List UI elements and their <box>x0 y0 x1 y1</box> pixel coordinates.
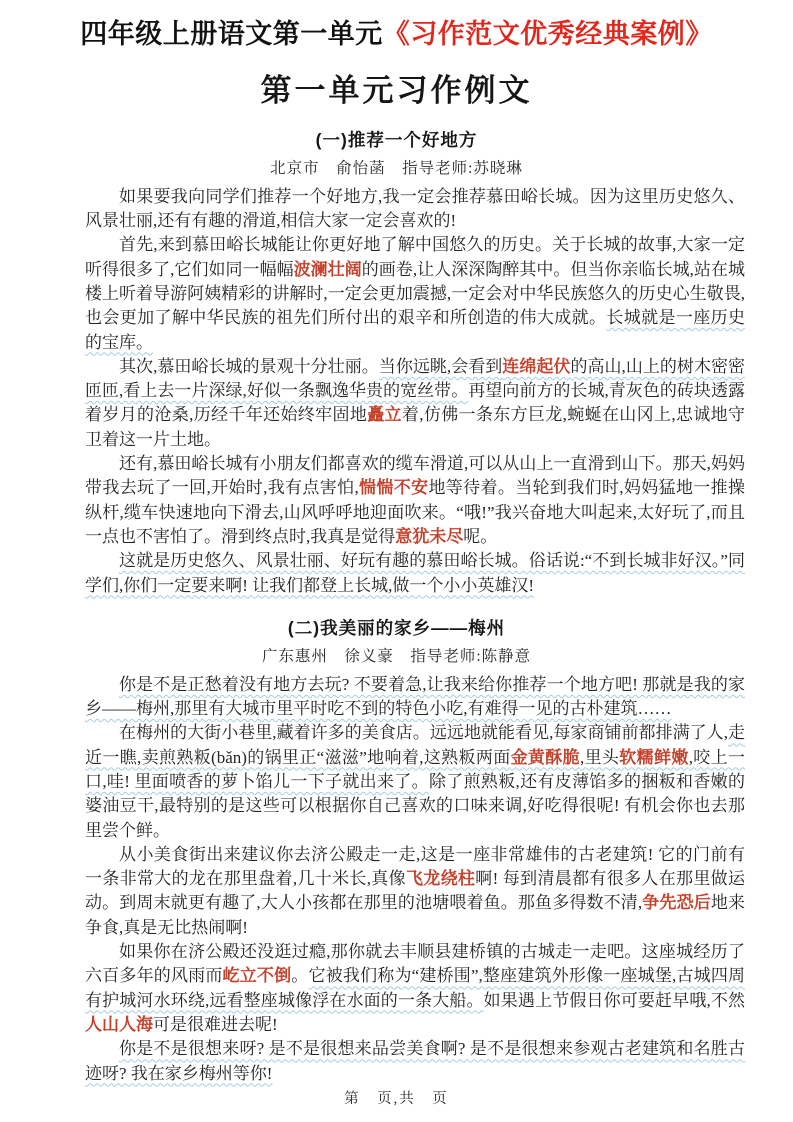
paragraph <box>85 549 745 598</box>
paragraph <box>85 355 745 452</box>
text-run: 你是不是很想来呀? 是不是很想来品尝美食啊? 是不是很想来参观古老建筑和名胜古迹呀? 我在家乡梅州等你! <box>85 1039 745 1083</box>
text-run: 呢。 <box>463 526 498 546</box>
highlighted-phrase: 屹立不倒 <box>222 966 292 986</box>
text-run: 它被我们称为“建桥围”,整座建筑外形像一座城堡,古城四周有护城河水环绕,远看整座城像浮在水面的一条大船。 <box>85 966 746 1010</box>
page-footer: 第 页,共 页 <box>344 1091 449 1107</box>
text-run: 除了煎熟粄,还有皮薄馅多的捆粄和香嫩的婆油豆干,最特别的是这些可以根据你自己喜欢的口味来调,好吃得很呢! 有机会你也去那里尝个鲜。 <box>85 771 745 840</box>
text-run: 你是不是正愁着没有地方去玩? 不要着急,让我来给你推荐一个地方吧! 那就是我的家乡——梅州,那里有大城市里平时吃不到的特色小吃,有难得一见的古朴建筑…… <box>85 674 745 719</box>
highlighted-phrase: 惴惴不安 <box>358 478 429 498</box>
highlighted-phrase: 争先恐后 <box>642 893 711 913</box>
paragraph <box>85 673 745 722</box>
paragraph <box>85 1037 745 1086</box>
highlighted-phrase: 波澜壮阔 <box>293 259 362 279</box>
text-run: 首先,来到慕田峪长城能让你更好地了解中国悠久的历史。关于长城的故事,大家一定听得很多了,它们如同一幅幅 <box>85 235 745 279</box>
essay-byline: 广东惠州 徐义豪 指导老师:陈静意 <box>261 647 532 665</box>
text-run: 如果要我向同学们推荐一个好地方,我一定会推荐慕田峪长城。因为这里历史悠久、风景壮丽,还有有趣的滑道,相信大家一定会喜欢的! <box>85 186 745 231</box>
paragraph <box>85 452 745 549</box>
document-title: 第一单元习作例文 <box>260 72 533 108</box>
text-run: 着,仿佛一条东方巨龙,蜿蜒在山冈上,忠诚地守卫着这一片土地。 <box>85 405 746 449</box>
text-run: 可是很难进去呢! <box>153 1014 278 1034</box>
text-run: 在梅州的大街小巷里,藏着许多的美食店。远远地就能看见,每家商铺前都排满了人, <box>119 723 728 743</box>
highlighted-phrase: 矗立 <box>367 405 402 425</box>
paragraph <box>85 185 745 234</box>
text-run: 这就是历史悠久、风景壮丽、好玩有趣的慕田峪长城。俗话说:“不到长城非好汉。”同学们,你们一定要来啊! 让我们都登上长城,做一个小小英雄汉! <box>85 551 745 595</box>
essays-container <box>0 127 793 1086</box>
text-run: 其次,慕田峪长城的景观十分壮丽。 <box>119 356 379 376</box>
text-run: 从小美食街出来建议你去济公殿走一走,这是一座非常雄伟的古老建筑! 它的门前有一条非常大的龙在那里盘着,几十米长,真像 <box>85 844 745 889</box>
essay-content <box>85 673 745 1086</box>
text-run: 再望向前方的长城,青灰色的砖块透露着岁月的沧桑,历经千年还始终牢固地 <box>85 381 745 425</box>
highlighted-phrase: 人山人海 <box>85 1014 153 1034</box>
essay-byline: 北京市 俞怡菡 指导老师:苏晓琳 <box>270 159 523 177</box>
text-run: 地来争食,真是无比热闹啊! <box>85 893 746 937</box>
paragraph <box>85 721 745 842</box>
text-run: 当你远眺,会看到 <box>378 356 503 376</box>
paragraph <box>85 843 745 940</box>
header-title-red: 《习作范文优秀经典案例》 <box>382 19 713 49</box>
highlighted-phrase: 飞龙绕柱 <box>405 869 476 889</box>
text-run: 的高山,山上的树木密密匝匝,看上去一片深绿,好似一条飘逸华贵的宽丝带。 <box>85 356 746 401</box>
page-header-title <box>0 0 793 52</box>
text-run: 啊! 每到清晨都有很多人在那里做运动。到周末就更有趣了,大人小孩都在那里的池塘喂着鱼。那鱼多得数不清, <box>85 869 745 913</box>
text-run: 如果你在济公殿还没逛过瘾,那你就去丰顺县建桥镇的古城走一走吧。这座城经历了六百多年的风雨而 <box>85 942 745 986</box>
highlighted-phrase: 金黄酥脆 <box>510 747 580 767</box>
essay-heading: (二)我美丽的家乡——梅州 <box>287 617 506 638</box>
text-run: 地等待着。当轮到我们时,妈妈猛地一推操纵杆,缆车快速地向下滑去,山风呼呼地迎面吹来。“哦!”我兴奋地大叫起来,太好玩了,而且一点也不害怕了。滑到终点时,我真是觉得 <box>85 478 746 546</box>
highlighted-phrase: 软糯鲜嫩 <box>619 747 689 767</box>
essay-heading: (一)推荐一个好地方 <box>315 129 478 150</box>
paragraph <box>85 233 745 354</box>
text-run: ,咬上一口,哇! 里面喷香的萝卜馅儿一下子就出来了。 <box>85 747 746 791</box>
paragraph <box>85 940 745 1037</box>
text-run: 。 <box>291 966 309 986</box>
highlighted-phrase: 连绵起伏 <box>502 356 571 376</box>
text-run: 长城就是一座历史的宝库。 <box>85 308 746 352</box>
essay-section-2 <box>0 615 793 1086</box>
highlighted-phrase: 意犹未尽 <box>395 526 464 546</box>
text-run: 如果遇上节假日你可要赶早哦,不然 <box>483 990 746 1010</box>
text-run: ,里头 <box>579 747 620 767</box>
text-run: 还有,慕田峪长城有小朋友们都喜欢的缆车滑道,可以从山上一直滑到山下。那天,妈妈带我去玩了一回,开始时,我有点害怕, <box>85 454 745 498</box>
text-run: 的画卷,让人深深陶醉其中。但当你亲临长城,站在城楼上听着导游阿姨精彩的讲解时,一定会更加震撼,一定会对中华民族悠久的历史心生敬畏,也会更加了解中华民族的祖先们所付出的艰辛和所创造的伟大成就。 <box>85 259 745 328</box>
essay-section-1 <box>0 127 793 598</box>
essay-content <box>85 185 745 598</box>
text-run: 走近一瞧,卖煎熟粄(bǎn)的锅里正“滋滋”地响着,这熟粄两面 <box>85 723 746 767</box>
header-title-black: 四年级上册语文第一单元 <box>80 19 383 49</box>
